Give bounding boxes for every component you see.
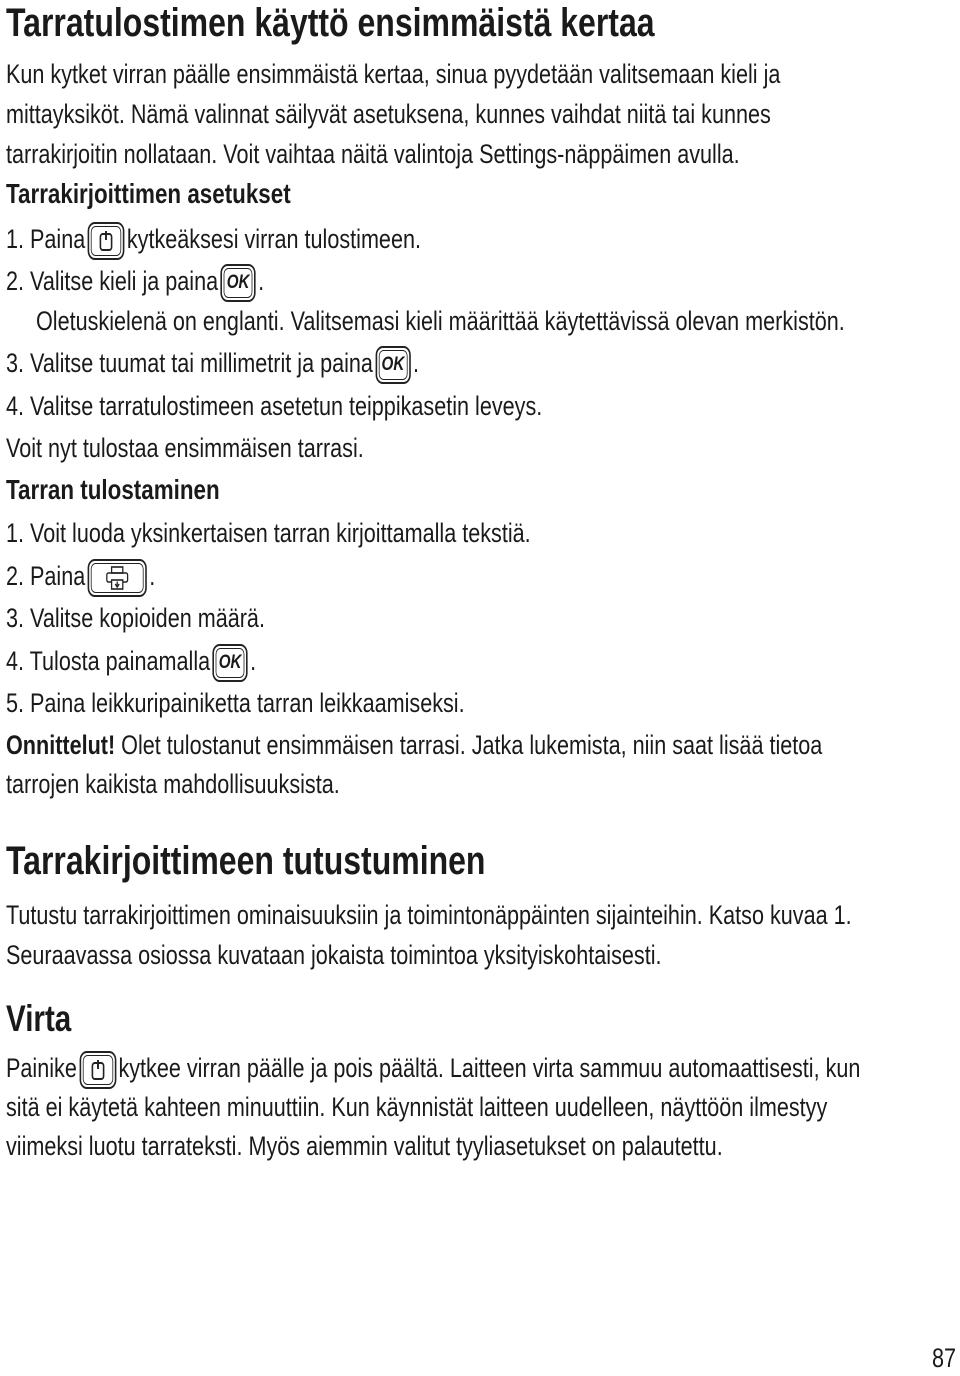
section-title-first-use: Tarratulostimen käyttö ensimmäistä kertaa [6,1,655,45]
printing-step-4: 4. Tulosta painamalla OK . [6,644,319,676]
power-button-icon [79,1051,116,1089]
settings-step-2: 2. Valitse kieli ja paina OK . [6,264,329,296]
power-line-1: Painike kytkee virran päälle ja pois päältä. Laitteen virta sammuu automaattisesti, kun [6,1051,960,1083]
getting-to-know-line-2: Seuraavassa osiossa kuvataan jokaista toimintoa yksityiskohtaisesti. [6,940,662,970]
power-line-3: viimeksi luotu tarrateksti. Myös aiemmin valitut tyyliasetukset on palautettu. [6,1131,723,1161]
power-button-icon [88,222,125,260]
congrats-line-1: Onnittelut! Olet tulostanut ensimmäisen tarrasi. Jatka lukemista, niin saat lisää tietoa [6,730,823,760]
printing-step-3: 3. Valitse kopioiden määrä. [6,603,265,633]
page-number: 87 [931,1343,956,1373]
power-line-2: sitä ei käytetä kahteen minuuttiin. Kun käynnistät laitteen uudelleen, näyttöön ilmestyy [6,1092,828,1122]
intro-line-1: Kun kytket virran päälle ensimmäistä kertaa, sinua pyydetään valitsemaan kieli ja [6,59,781,89]
printer-icon [105,566,129,590]
settings-step-3: 3. Valitse tuumat tai millimetrit ja paina OK . [6,346,522,378]
ok-button-icon: OK [375,346,410,384]
power-title: Virta [6,998,72,1039]
intro-line-3: tarrakirjoitin nollataan. Voit vaihtaa näitä valintoja Settings-näppäimen avulla. [6,139,740,169]
intro-line-2: mittayksiköt. Nämä valinnat säilyvät asetuksena, kunnes vaihdat niitä tai kunnes [6,99,771,129]
settings-step-1: 1. Paina kytkeäksesi virran tulostimeen. [6,222,525,254]
power-symbol-icon [99,230,113,252]
settings-step-4: 4. Valitse tarratulostimeen asetetun teippikasetin leveys. [6,391,543,421]
congrats-line-2: tarrojen kaikista mahdollisuuksista. [6,769,340,799]
getting-to-know-line-1: Tutustu tarrakirjoittimen ominaisuuksiin ja toimintonäppäinten sijainteihin. Katso kuvaa 1. [6,900,852,930]
print-button-icon [88,559,147,597]
printing-step-2: 2. Paina . [6,559,193,591]
ok-button-icon: OK [221,264,256,302]
printing-step-1: 1. Voit luoda yksinkertaisen tarran kirjoittamalla tekstiä. [6,518,531,548]
settings-heading: Tarrakirjoittimen asetukset [6,178,291,209]
section-title-getting-to-know: Tarrakirjoittimeen tutustuminen [6,839,486,883]
printing-step-5: 5. Paina leikkuripainiketta tarran leikkaamiseksi. [6,688,465,718]
power-symbol-icon [90,1059,104,1081]
settings-step-2-note: Oletuskielenä on englanti. Valitsemasi kieli määrittää käytettävissä olevan merkistön. [36,306,845,336]
printing-heading: Tarran tulostaminen [6,474,220,505]
settings-closing: Voit nyt tulostaa ensimmäisen tarrasi. [6,433,364,463]
ok-button-icon: OK [213,644,248,682]
